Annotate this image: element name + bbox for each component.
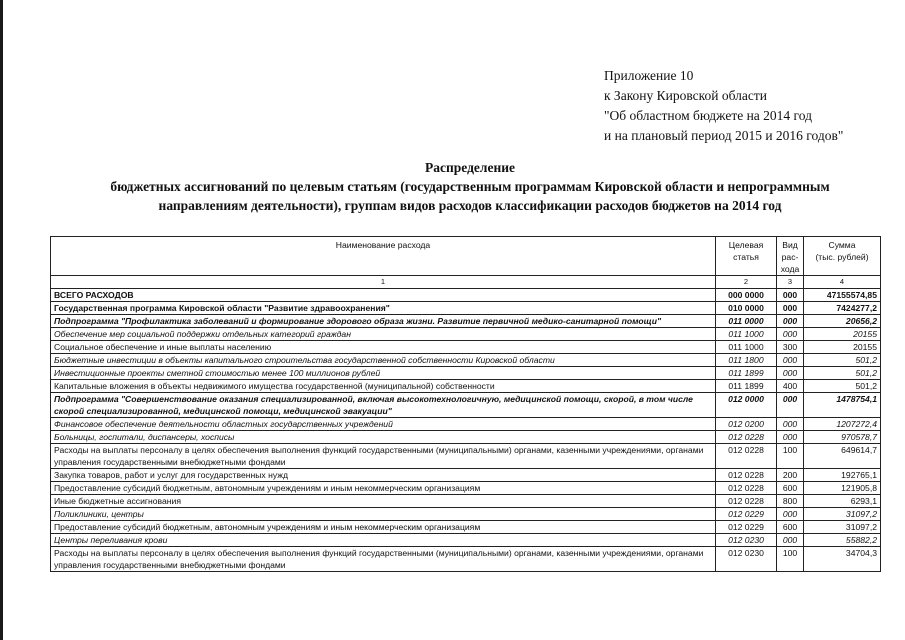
appendix-line: к Закону Кировской области	[604, 88, 768, 103]
row-kind: 600	[777, 482, 804, 495]
table-row	[51, 315, 881, 328]
row-sum: 20155	[804, 328, 881, 341]
table-row	[51, 393, 881, 418]
table-row	[51, 341, 881, 354]
row-kind: 200	[777, 469, 804, 482]
document-title	[40, 158, 900, 215]
row-article: 011 0000	[716, 315, 777, 328]
row-sum: 20656,2	[804, 315, 881, 328]
row-kind: 400	[777, 380, 804, 393]
row-article: 012 0229	[716, 521, 777, 534]
row-sum: 501,2	[804, 367, 881, 380]
row-article: 000 0000	[716, 289, 777, 302]
row-kind: 000	[777, 328, 804, 341]
row-sum: 31097,2	[804, 521, 881, 534]
row-article: 012 0228	[716, 482, 777, 495]
table-row	[51, 444, 881, 469]
row-kind: 000	[777, 302, 804, 315]
table-row	[51, 547, 881, 572]
row-name: Обеспечение мер социальной поддержки отдельных категорий граждан	[51, 328, 716, 341]
row-kind: 800	[777, 495, 804, 508]
table-row	[51, 508, 881, 521]
row-name: Закупка товаров, работ и услуг для государственных нужд	[51, 469, 716, 482]
row-name: Центры переливания крови	[51, 534, 716, 547]
row-sum: 1207272,4	[804, 418, 881, 431]
row-name: Подпрограмма "Профилактика заболеваний и формирование здорового образа жизни. Развитие первичной медико-санитарной помощи"	[51, 315, 716, 328]
column-number: 2	[716, 276, 777, 289]
row-sum: 55882,2	[804, 534, 881, 547]
row-sum: 501,2	[804, 380, 881, 393]
table-row	[51, 302, 881, 315]
column-header-sum: Сумма (тыс. рублей)	[804, 237, 881, 276]
table-row	[51, 469, 881, 482]
row-kind: 000	[777, 367, 804, 380]
column-header-kind: Вид рас- хода	[777, 237, 804, 276]
table-header-row	[51, 237, 881, 276]
row-sum: 1478754,1	[804, 393, 881, 418]
row-article: 011 1899	[716, 380, 777, 393]
table-row	[51, 534, 881, 547]
row-name: Поликлиники, центры	[51, 508, 716, 521]
row-name: Больницы, госпитали, диспансеры, хосписы	[51, 431, 716, 444]
table-row	[51, 495, 881, 508]
row-article: 011 1899	[716, 367, 777, 380]
row-sum: 47155574,85	[804, 289, 881, 302]
column-number: 4	[804, 276, 881, 289]
row-name: Расходы на выплаты персоналу в целях обеспечения выполнения функций государственными (муниципальными) органами, казенными учреждениями, органами управления государственными внебюджетными фондами	[51, 547, 716, 572]
scan-edge-line	[0, 0, 3, 640]
title-line: Распределение	[424, 160, 516, 175]
row-sum: 6293,1	[804, 495, 881, 508]
row-kind: 000	[777, 289, 804, 302]
table-row	[51, 289, 881, 302]
row-kind: 000	[777, 534, 804, 547]
row-kind: 000	[777, 393, 804, 418]
row-sum: 649614,7	[804, 444, 881, 469]
row-sum: 7424277,2	[804, 302, 881, 315]
row-name: Государственная программа Кировской области "Развитие здравоохранения"	[51, 302, 716, 315]
appendix-header	[604, 66, 843, 146]
row-name: Бюджетные инвестиции в объекты капитального строительства государственной собственности Кировской области	[51, 354, 716, 367]
row-article: 012 0200	[716, 418, 777, 431]
row-name: Подпрограмма "Совершенствование оказания специализированной, включая высокотехнологичную, медицинской помощи, скорой, в том числе скорой специализированной, медицинской помощи, медицинской эвакуации"	[51, 393, 716, 418]
table-row	[51, 328, 881, 341]
row-sum: 121905,8	[804, 482, 881, 495]
row-kind: 000	[777, 418, 804, 431]
row-kind: 100	[777, 547, 804, 572]
row-sum: 31097,2	[804, 508, 881, 521]
row-article: 011 1000	[716, 341, 777, 354]
row-sum: 501,2	[804, 354, 881, 367]
row-sum: 192765,1	[804, 469, 881, 482]
row-name: Социальное обеспечение и иные выплаты населению	[51, 341, 716, 354]
row-name: Расходы на выплаты персоналу в целях обеспечения выполнения функций государственными (муниципальными) органами, казенными учреждениями, органами управления государственными внебюджетными фондами	[51, 444, 716, 469]
row-kind: 000	[777, 431, 804, 444]
table-row	[51, 521, 881, 534]
column-number: 1	[51, 276, 716, 289]
row-name: Финансовое обеспечение деятельности областных государственных учреждений	[51, 418, 716, 431]
row-article: 010 0000	[716, 302, 777, 315]
row-name: Инвестиционные проекты сметной стоимостью менее 100 миллионов рублей	[51, 367, 716, 380]
row-kind: 000	[777, 354, 804, 367]
row-kind: 100	[777, 444, 804, 469]
row-article: 011 1000	[716, 328, 777, 341]
row-name: ВСЕГО РАСХОДОВ	[51, 289, 716, 302]
table-row	[51, 482, 881, 495]
row-article: 012 0000	[716, 393, 777, 418]
row-sum: 20155	[804, 341, 881, 354]
appendix-line: "Об областном бюджете на 2014 год	[604, 108, 812, 123]
row-article: 012 0228	[716, 469, 777, 482]
row-article: 012 0230	[716, 534, 777, 547]
row-article: 012 0229	[716, 508, 777, 521]
column-number-row	[51, 276, 881, 289]
row-name: Предоставление субсидий бюджетным, автономным учреждениям и иным некоммерческим организациям	[51, 482, 716, 495]
row-name: Предоставление субсидий бюджетным, автономным учреждениям и иным некоммерческим организациям	[51, 521, 716, 534]
appendix-line: и на плановый период 2015 и 2016 годов"	[604, 128, 844, 143]
table-row	[51, 431, 881, 444]
row-kind: 300	[777, 341, 804, 354]
column-number: 3	[777, 276, 804, 289]
row-kind: 000	[777, 315, 804, 328]
title-line: бюджетных ассигнований по целевым статьям (государственным программам Кировской области и непрограммным	[110, 179, 830, 194]
row-article: 011 1800	[716, 354, 777, 367]
row-kind: 000	[777, 508, 804, 521]
row-sum: 970578,7	[804, 431, 881, 444]
row-kind: 600	[777, 521, 804, 534]
column-header-article: Целевая статья	[716, 237, 777, 276]
title-line: направлениям деятельности), группам видов расходов классификации расходов бюджетов на 2014 год	[158, 198, 782, 213]
column-header-name: Наименование расхода	[51, 237, 716, 276]
table-row	[51, 418, 881, 431]
table-row	[51, 380, 881, 393]
row-article: 012 0228	[716, 431, 777, 444]
table-row	[51, 367, 881, 380]
row-sum: 34704,3	[804, 547, 881, 572]
row-article: 012 0228	[716, 444, 777, 469]
table-row	[51, 354, 881, 367]
budget-table	[50, 236, 881, 572]
row-name: Капитальные вложения в объекты недвижимого имущества государственной (муниципальной) собственности	[51, 380, 716, 393]
row-article: 012 0230	[716, 547, 777, 572]
appendix-line: Приложение 10	[604, 68, 694, 83]
row-name: Иные бюджетные ассигнования	[51, 495, 716, 508]
row-article: 012 0228	[716, 495, 777, 508]
